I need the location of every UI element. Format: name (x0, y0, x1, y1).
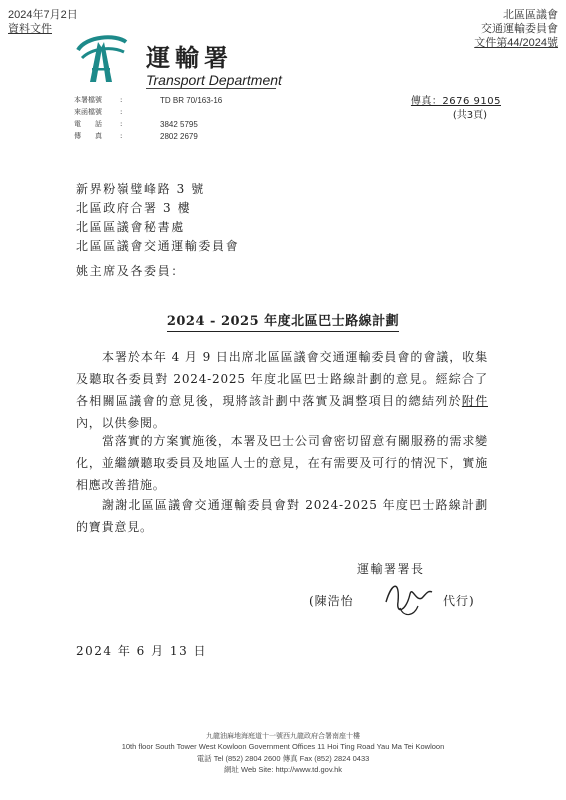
address-line: 北區政府合署 3 樓 (76, 201, 192, 215)
address-line: 北區區議會秘書處 (76, 220, 185, 234)
handwritten-signature-icon (378, 572, 438, 622)
signer-for: 代行) (443, 594, 475, 608)
header-council: 北區區議會 (503, 9, 558, 21)
fax-value: 2802 2679 (160, 131, 198, 141)
recipient-fax: 傳真：2676 9105 (410, 96, 501, 107)
your-ref-label: 來函檔號 (74, 108, 102, 116)
header-committee: 交通運輸委員會 (481, 23, 558, 35)
footer-address-zh: 九龍油麻地海庭道十一號西九龍政府合署南座十樓 (206, 732, 360, 740)
paragraph-1 (76, 346, 488, 434)
tel-value: 3842 5795 (160, 119, 198, 129)
header-paper-no: 文件第44/2024號 (474, 37, 558, 49)
signer-title: 運輸署署長 (357, 562, 425, 576)
paragraph-1-text: 本署於本年 4 月 9 日出席北區區議會交通運輸委員會的會議，收集及聽取各委員對 2024-2025 年度北區巴士路線計劃的意見。經綜合了各相關區議會的意見後，現將該計劃中落實及調整項目的總結列於 (76, 350, 488, 408)
header-date: 2024年7月2日 (8, 9, 78, 21)
paragraph-1-end: 內，以供參閱。 (76, 416, 166, 430)
header-doc-type: 資料文件 (8, 23, 52, 35)
letter-title-text: 2024 - 2025 年度北區巴士路線計劃 (167, 314, 399, 332)
fax-label: 傳 真 (74, 132, 102, 140)
our-ref-label: 本署檔號 (74, 96, 102, 104)
address-line: 新界粉嶺璧峰路 3 號 (76, 182, 205, 196)
annex-link[interactable]: 附件 (461, 394, 488, 408)
signer-name: (陳浩怡 (309, 594, 354, 608)
recipient-address (76, 180, 239, 256)
page-count: (共3頁) (452, 110, 487, 121)
footer-contact: 電話 Tel (852) 2804 2600 傳真 Fax (852) 2824 0433 (196, 754, 370, 763)
footer-website[interactable]: 網址 Web Site: http://www.td.gov.hk (223, 765, 343, 774)
tel-label: 電 話 (74, 120, 102, 128)
letter-date: 2024 年 6 月 13 日 (76, 644, 208, 658)
footer-address-en: 10th floor South Tower West Kowloon Government Offices 11 Hoi Ting Road Yau Ma Tei Kowloon (121, 742, 445, 751)
salutation: 姚主席及各委員： (76, 264, 185, 278)
our-ref-value: TD BR 70/163-16 (160, 95, 223, 105)
department-name-zh: 運輸署 (146, 44, 233, 72)
paragraph-3: 謝謝北區區議會交通運輸委員會對 2024-2025 年度巴士路線計劃的寶貴意見。 (76, 498, 488, 534)
header-right (474, 8, 558, 50)
letter-title (0, 310, 566, 329)
header-left (8, 8, 78, 36)
address-line: 北區區議會交通運輸委員會 (76, 239, 240, 253)
department-name-en: Transport Department (146, 72, 282, 88)
logo-divider (146, 88, 276, 89)
reference-block: 本署檔號 : TD BR 70/163-16 來函檔號 : 電 話 : 3842 5795 傳 真 : 2802 2679 (74, 95, 223, 141)
transport-department-logo-icon (72, 28, 130, 86)
paragraph-2: 當落實的方案實施後，本署及巴士公司會密切留意有關服務的需求變化，並繼續聽取委員及地區人士的意見，在有需要及可行的情況下，實施相應改善措施。 (76, 434, 488, 492)
